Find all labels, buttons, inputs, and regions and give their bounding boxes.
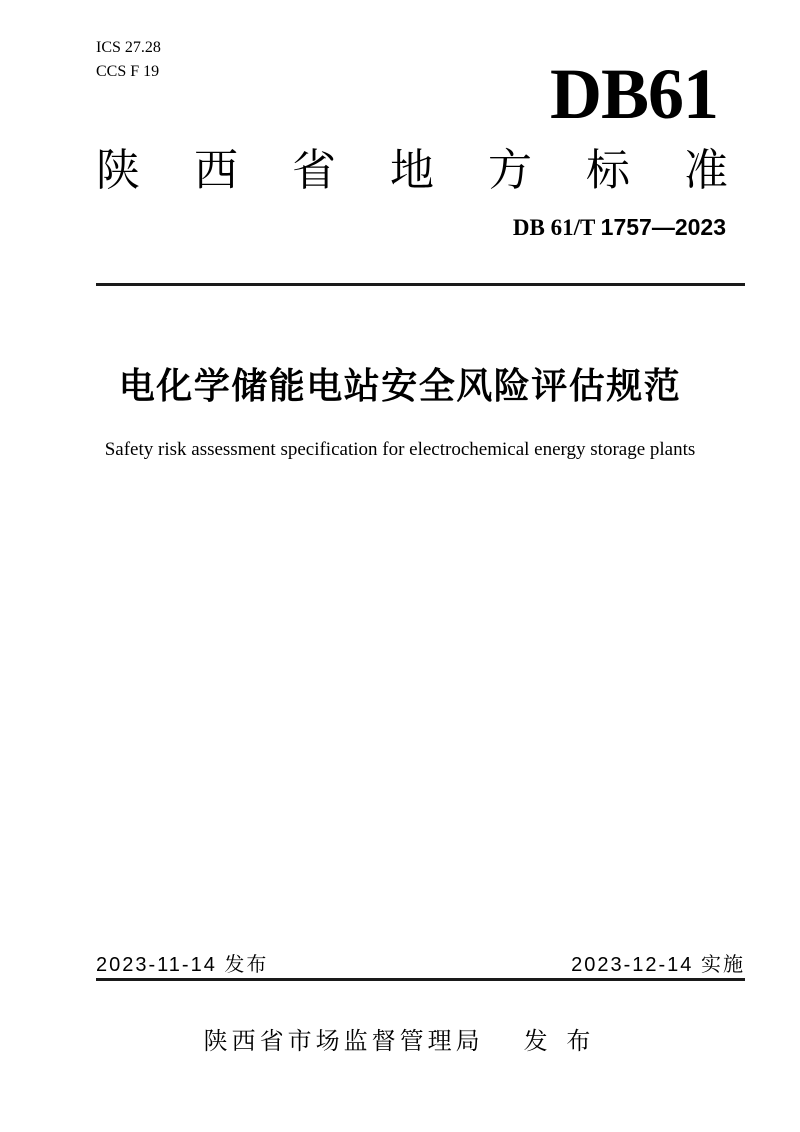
publish-label: 发 布 (523, 1028, 597, 1055)
standard-number-prefix: DB 61/T (512, 215, 595, 240)
issue-date: 2023-11-14 发布 (96, 954, 269, 976)
publisher-name: 陕西省市场监督管理局 (203, 1028, 484, 1055)
standard-type-heading (96, 146, 728, 196)
ics-code: ICS 27.28 (96, 39, 161, 56)
implement-date: 2023-12-14 实施 (571, 954, 745, 976)
document-title-english: Safety risk assessment specification for electrochemical energy storage plants (104, 439, 696, 460)
standard-number-digits: 1757—2023 (600, 214, 726, 240)
bottom-divider-rule (96, 978, 745, 981)
publisher-row (0, 1026, 800, 1058)
db61-logo: DB61 (549, 54, 718, 134)
standard-type-char: 标 (586, 146, 630, 195)
standard-type-char: 方 (488, 146, 532, 195)
ccs-code: CCS F 19 (96, 63, 160, 80)
standard-number (513, 214, 726, 241)
dates-row (96, 952, 745, 978)
standard-type-char: 准 (684, 146, 728, 195)
classification-codes (96, 36, 161, 84)
document-title-chinese: 电化学储能电站安全风险评估规范 (118, 365, 682, 406)
standard-type-char: 地 (390, 146, 434, 195)
standard-type-char: 陕 (96, 146, 140, 195)
standard-type-char: 省 (292, 146, 336, 195)
standard-type-char: 西 (194, 146, 238, 195)
top-divider-rule (96, 283, 745, 286)
